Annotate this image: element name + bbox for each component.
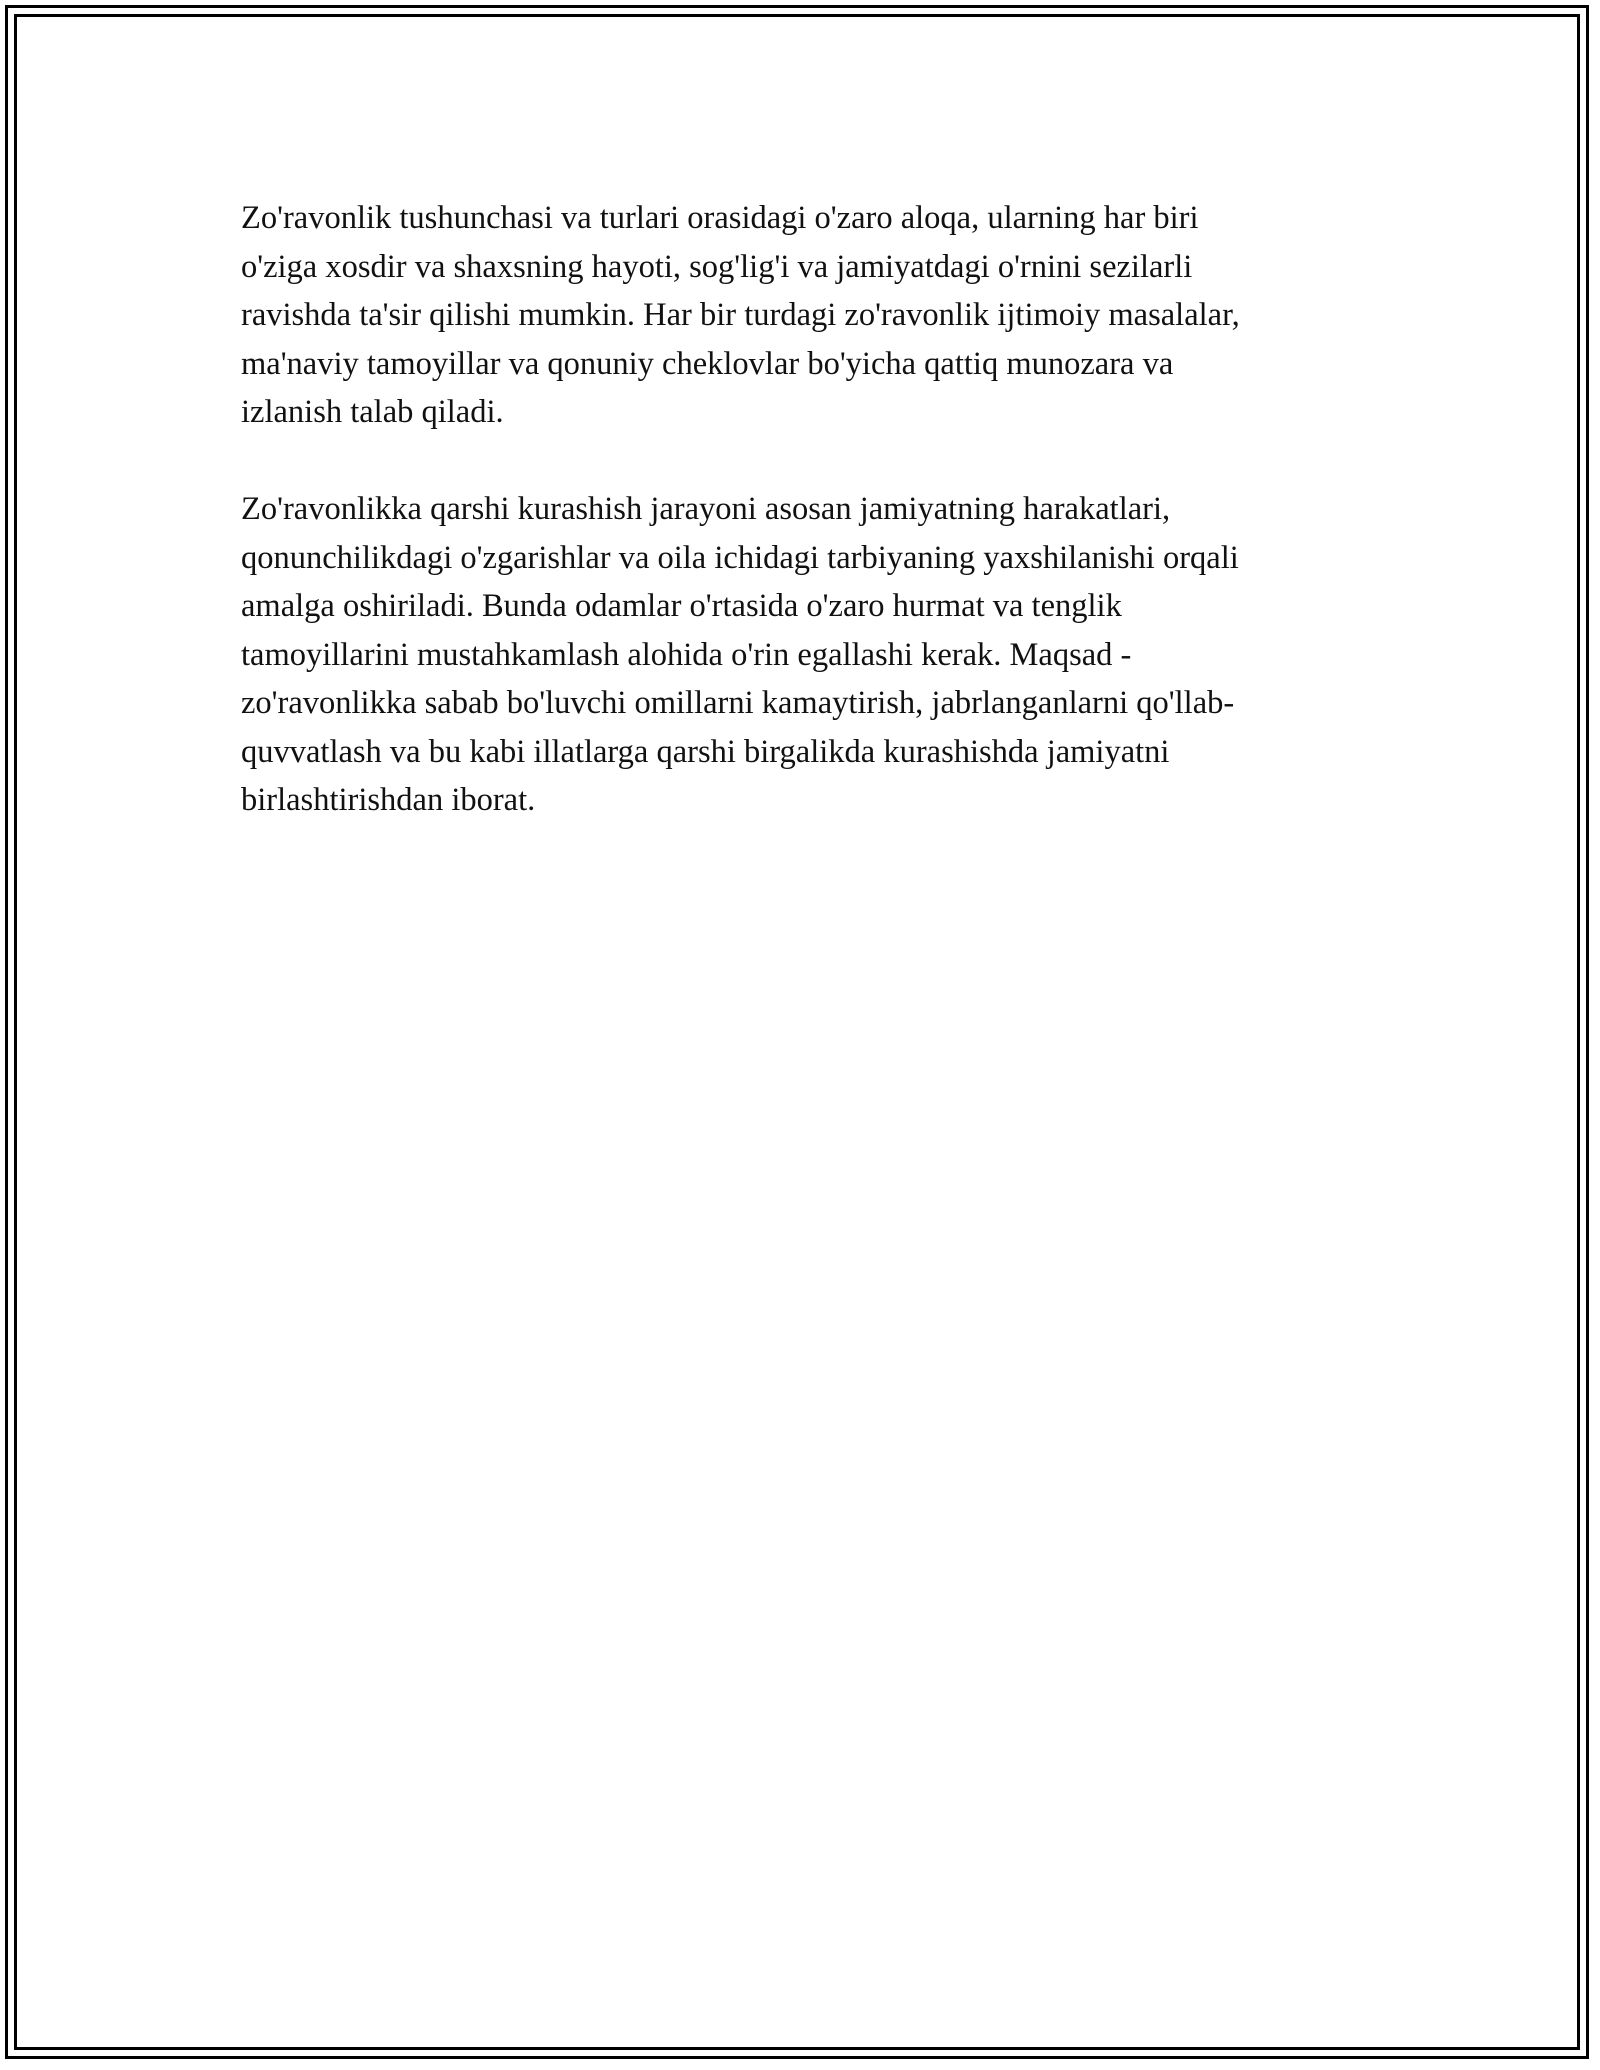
page-outer-border [5, 5, 1589, 2059]
paragraph-1: Zo'ravonlik tushunchasi va turlari orasidagi o'zaro aloqa, ularning har biri o'ziga xosdir va shaxsning hayoti, sog'lig'i va jamiyatdagi o'rnini sezilarli ravishda ta'sir qilishi mumkin. Har bir turdagi zo'ravonlik ijtimoiy masalalar, ma'naviy tamoyillar va qonuniy cheklovlar bo'yicha qattiq munozara va izlanish talab qiladi. [241, 200, 1240, 430]
paragraph-2: Zo'ravonlikka qarshi kurashish jarayoni asosan jamiyatning harakatlari, qonunchilikdagi o'zgarishlar va oila ichidagi tarbiyaning yaxshilanishi orqali amalga oshiriladi. Bunda odamlar o'rtasida o'zaro hurmat va tenglik tamoyillarini mustahkamlash alohida o'rin egallashi kerak. Maqsad - zo'ravonlikka sabab bo'luvchi omillarni kamaytirish, jabrlanganlarni qo'llab- quvvatlash va bu kabi illatlarga qarshi birgalikda kurashishda jamiyatni birlashtirishdan iborat. [241, 491, 1239, 818]
document-body [241, 194, 1381, 873]
